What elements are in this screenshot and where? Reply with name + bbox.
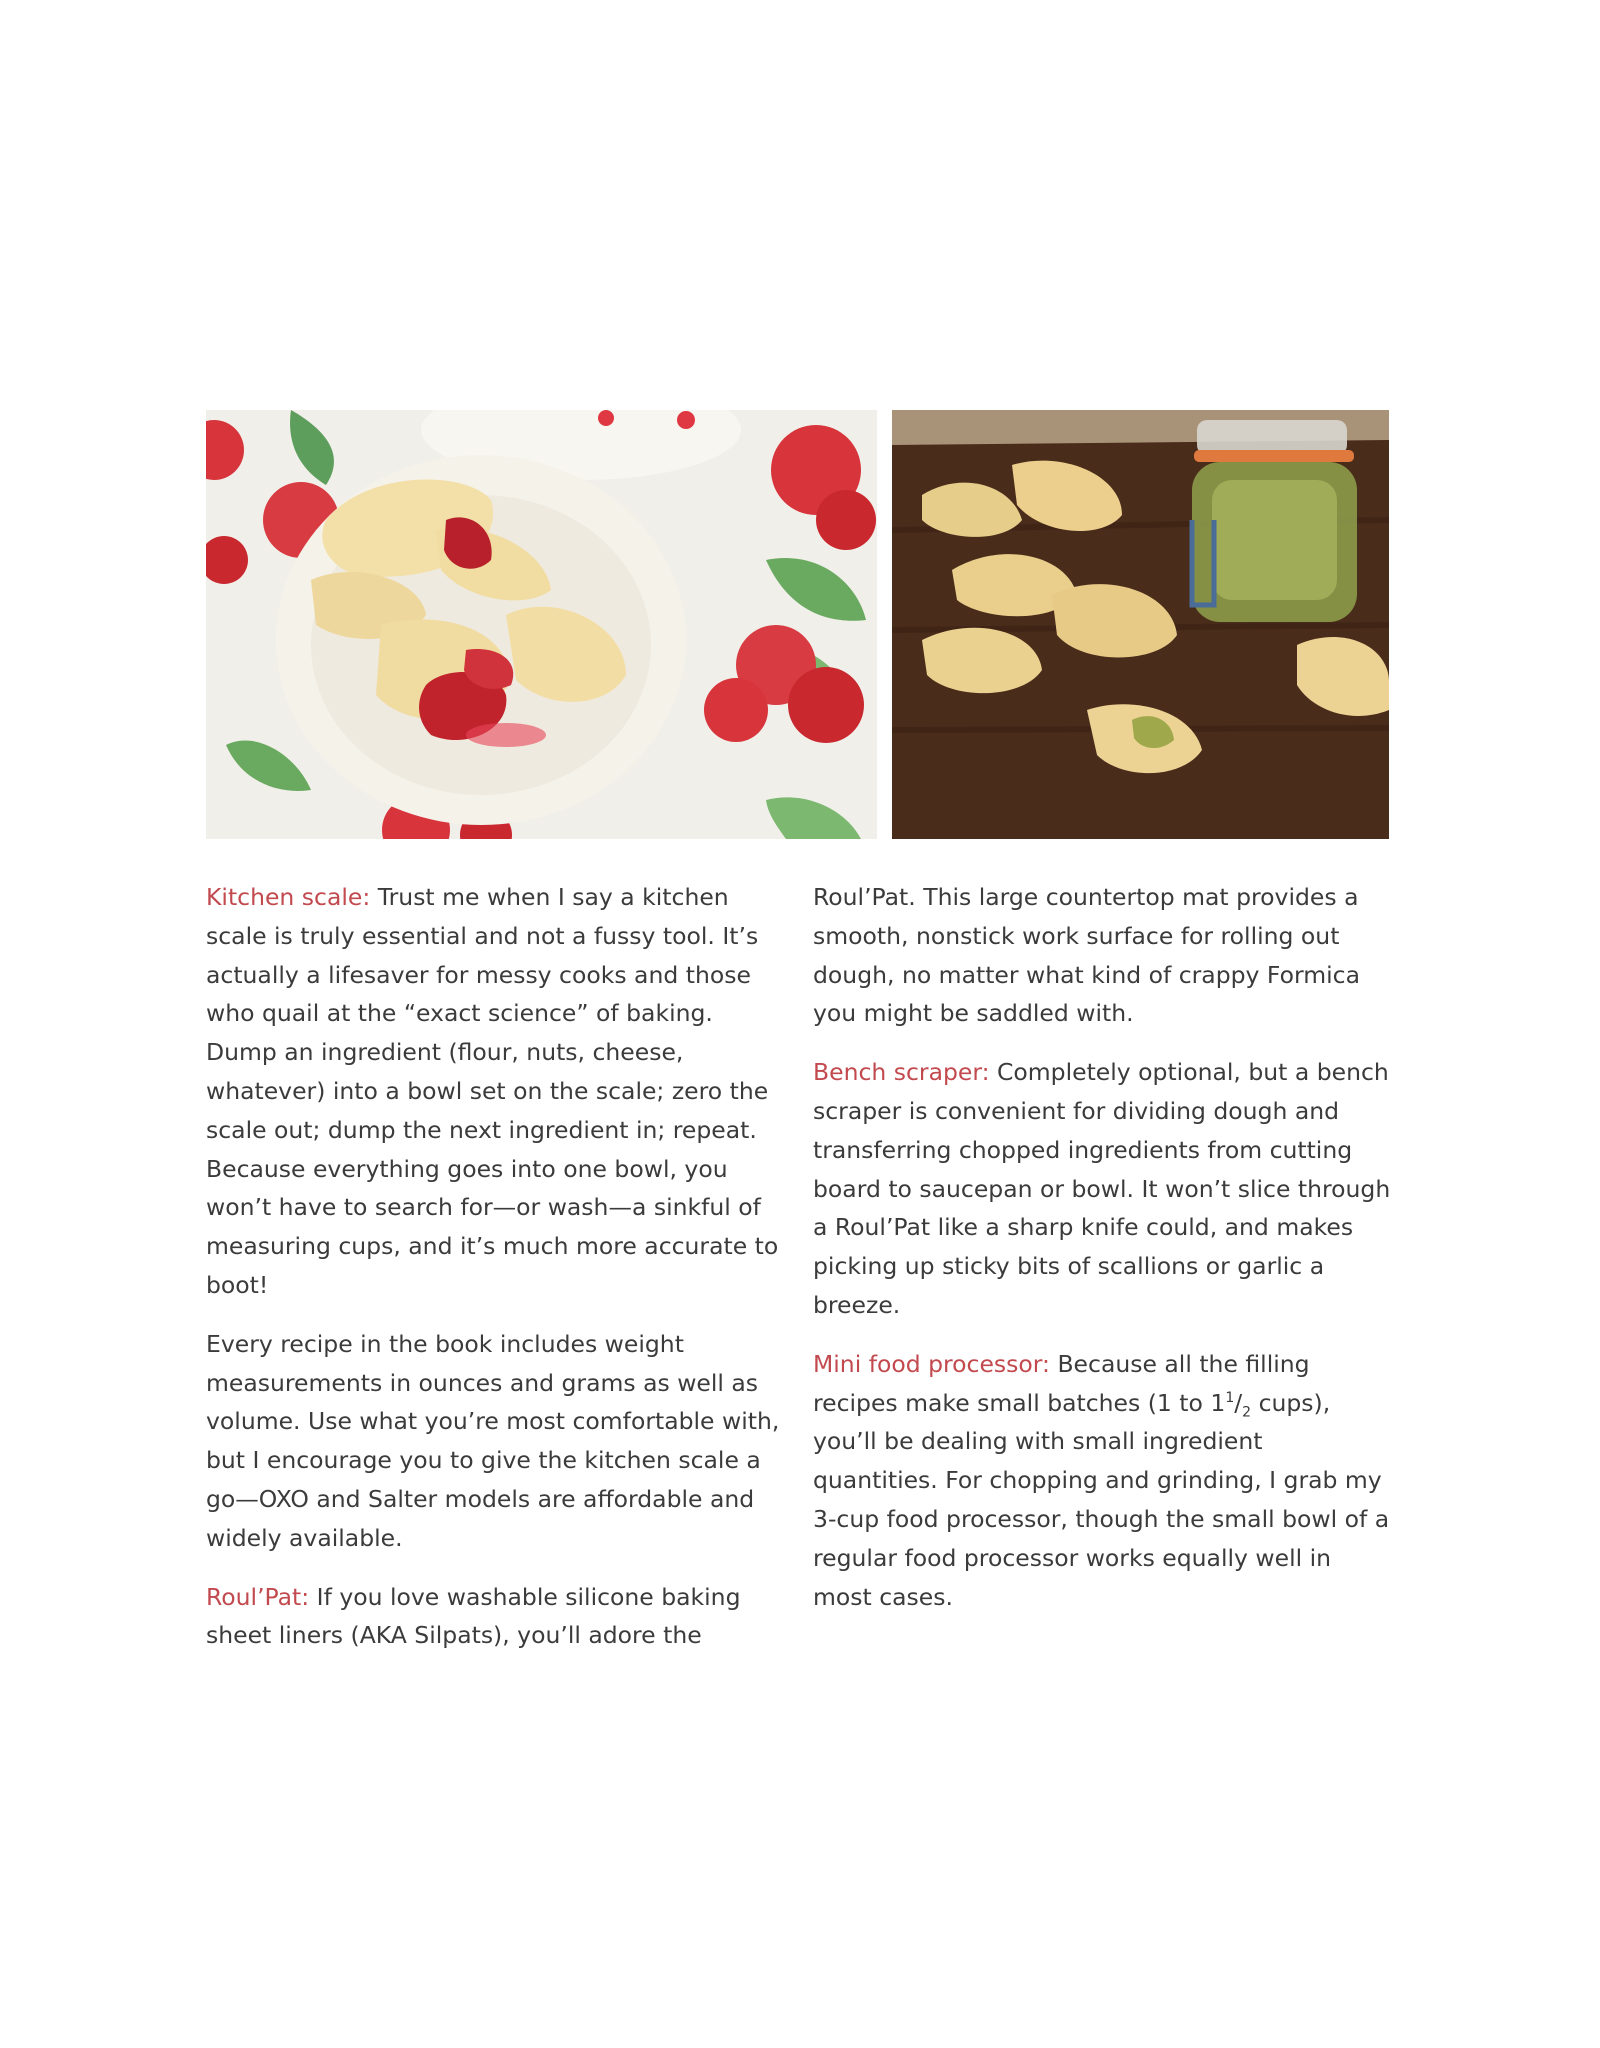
jalapeno-pierogi-illustration [892,410,1389,839]
kitchen-scale-paragraph [206,878,786,1305]
bench-scraper-paragraph [813,1053,1393,1325]
cherry-pierogi-illustration [206,410,877,839]
mini-food-processor-paragraph [813,1345,1393,1617]
mini-food-processor-text-b: cups), you’ll be dealing with small ingredient quantities. For chopping and grinding, I grab my 3-cup food processor, though the small bowl of a regular food processor works equally well in most cases. [813,1388,1390,1611]
fraction-denominator: 2 [1242,1404,1252,1421]
roulpat-continued-paragraph: Roul’Pat. This large countertop mat provides a smooth, nonstick work surface for rolling out dough, no matter what kind of crappy Formica you might be saddled with. [813,883,1360,1028]
cherry-pierogi-photo [206,410,877,839]
bench-scraper-term: Bench scraper: [813,1058,990,1087]
kitchen-scale-text: Trust me when I say a kitchen scale is truly essential and not a fussy tool. It’s actually a lifesaver for messy cooks and those who quail at the “exact science” of baking. Dump an ingredient (flour, nuts, cheese, whatever) into a bowl set on the scale; zero the scale out; dump the next ingredient in; repeat. Because everything goes into one bowl, you won’t have to search for—or wash—a sinkful of measuring cups, and it’s much more accurate to boot! [206,883,779,1299]
bench-scraper-text: Completely optional, but a bench scraper is convenient for dividing dough and transferring chopped ingredients from cutting board to saucepan or bowl. It won’t slice through a Roul’Pat like a sharp knife could, and makes picking up sticky bits of scallions or garlic a breeze. [813,1058,1391,1319]
weight-measurements-paragraph: Every recipe in the book includes weight measurements in ounces and grams as well as volume. Use what you’re most comfortable with, but I encourage you to give the kitchen scale a go—OXO and Salter models are affordable and widely available. [206,1329,780,1552]
fraction-slash: / [1234,1388,1243,1417]
kitchen-scale-term: Kitchen scale: [206,883,371,911]
mini-food-processor-text-a: Because all the filling recipes make small batches (1 to 1 [813,1349,1310,1417]
jalapeno-pierogi-photo [892,410,1389,839]
roulpat-term: Roul’Pat: [206,1582,310,1611]
roulpat-paragraph [206,1578,786,1656]
roulpat-text: If you love washable silicone baking sheet liners (AKA Silpats), you’ll adore the [206,1582,741,1650]
left-text-column [206,878,786,1675]
right-text-column [813,878,1393,1636]
mini-food-processor-term: Mini food processor: [813,1349,1050,1378]
fraction-numerator: 1 [1225,1389,1235,1406]
